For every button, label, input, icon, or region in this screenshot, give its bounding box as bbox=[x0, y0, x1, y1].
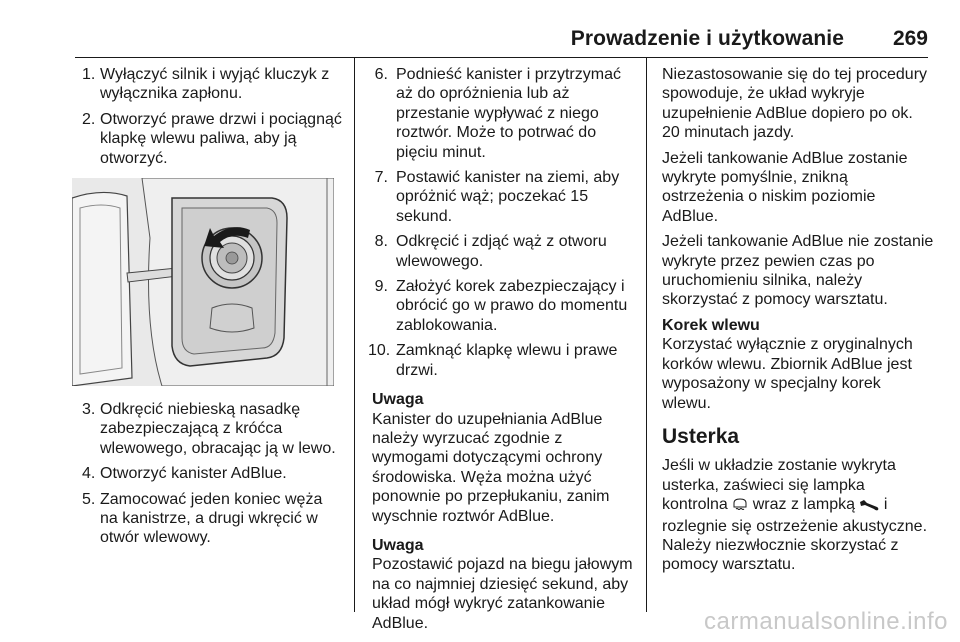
note-title: Uwaga bbox=[372, 536, 424, 554]
watermark: carmanualsonline.info bbox=[704, 608, 948, 635]
note-block-2 bbox=[372, 536, 638, 633]
fuel-flap-drawing bbox=[72, 178, 334, 386]
step-item: 5. Zamocować jeden koniec węża na kanistrze, a drugi wkręcić w otwór wlewowy. bbox=[82, 490, 323, 547]
column-divider-2 bbox=[646, 58, 647, 612]
wrench-icon bbox=[859, 497, 879, 516]
column-3 bbox=[662, 65, 934, 581]
emission-warning-icon bbox=[732, 497, 748, 516]
header-rule bbox=[75, 57, 928, 58]
paragraph: Korzystać wyłącznie z oryginalnych korków wlewu. Zbiornik AdBlue jest wyposażony w specjalny korek wlewu. bbox=[662, 336, 913, 412]
note-text: Kanister do uzupełniania AdBlue należy wyrzucać zgodnie z wymogami dotyczącymi ochrony środowiska. Węża można użyć ponownie po przepłukaniu, zanim wyschnie roztwór AdBlue. bbox=[372, 410, 610, 525]
paragraph-with-icons: Jeśli w układzie zostanie wykryta usterka, zaświeci się lampka kontrolna wraz z lampką i rozlegnie się ostrzeżenie akustyczne. Należy niezwłocznie skorzystać z pomocy warsztatu. bbox=[662, 457, 928, 574]
paragraph: Niezastosowanie się do tej procedury spowoduje, że układ wykryje uzupełnienie AdBlue dopiero po ok. 20 minutach jazdy. bbox=[662, 66, 928, 142]
note-title: Uwaga bbox=[372, 391, 424, 409]
step-item: 7. Postawić kanister na ziemi, aby opróżnić wąż; poczekać 15 sekund. bbox=[374, 169, 620, 225]
step-item: 1. Wyłączyć silnik i wyjąć kluczyk z wyłącznika zapłonu. bbox=[82, 66, 330, 103]
steps-list-c bbox=[368, 65, 638, 380]
note-text: Pozostawić pojazd na biegu jałowym na co najmniej dziesięć sekund, aby układ mógł wykryć zatankowanie AdBlue. bbox=[372, 556, 633, 632]
column-1 bbox=[82, 65, 344, 554]
step-item: 8. Odkręcić i zdjąć wąż z otworu wlewowego. bbox=[374, 233, 607, 270]
column-2 bbox=[368, 65, 638, 633]
step-item: 2. Otworzyć prawe drzwi i pociągnąć klapkę wlewu paliwa, aby ją otworzyć. bbox=[82, 110, 342, 167]
paragraph: Jeżeli tankowanie AdBlue zostanie wykryte pomyślnie, znikną ostrzeżenia o niskim poziomie AdBlue. bbox=[662, 149, 908, 225]
step-item: 10. Zamknąć klapkę wlewu i prawe drzwi. bbox=[368, 342, 618, 379]
page-header bbox=[0, 27, 928, 57]
step-item: 3. Odkręcić niebieską nasadkę zabezpieczającą z króćca wlewowego, obracając ją w lewo. bbox=[82, 401, 336, 457]
page-title: Prowadzenie i użytkowanie bbox=[570, 27, 844, 50]
fuel-flap-illustration bbox=[72, 178, 334, 386]
steps-list-a bbox=[82, 65, 344, 168]
section-title: Usterka bbox=[662, 424, 740, 448]
note-block-1 bbox=[372, 390, 638, 526]
steps-list-b bbox=[82, 400, 344, 548]
column-divider-1 bbox=[354, 58, 355, 612]
step-item: 6. Podnieść kanister i przytrzymać aż do opróżnienia lub aż przestanie wypływać z niego roztwór. Może to potrwać do pięciu minut. bbox=[374, 66, 621, 161]
subsection-title: Korek wlewu bbox=[662, 316, 760, 334]
step-item: 9. Założyć korek zabezpieczający i obrócić go w prawo do momentu zablokowania. bbox=[374, 278, 628, 334]
step-item: 4. Otworzyć kanister AdBlue. bbox=[82, 465, 287, 483]
paragraph: Jeżeli tankowanie AdBlue nie zostanie wykryte przez pewien czas po uruchomieniu silnika, należy skorzystać z pomocy warsztatu. bbox=[662, 233, 934, 309]
page-number: 269 bbox=[892, 27, 928, 50]
